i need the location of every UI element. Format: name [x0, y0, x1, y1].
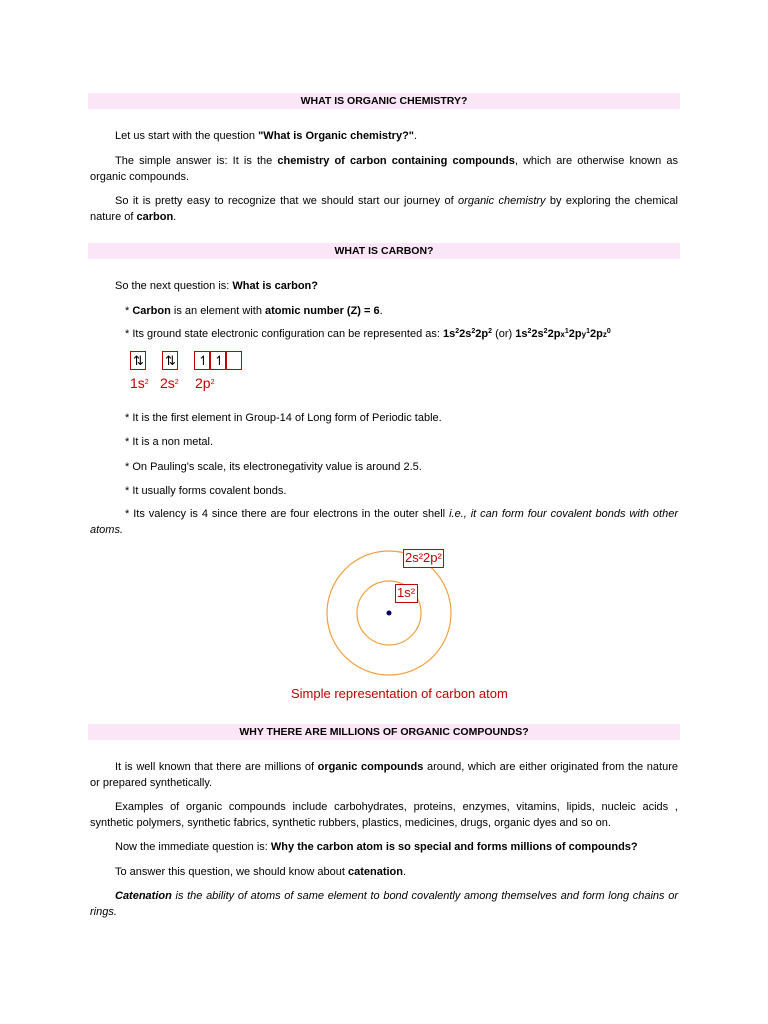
- paragraph: Now the immediate question is: Why the carbon atom is so special and forms millions of compounds?: [115, 841, 638, 853]
- section-heading-organic-chemistry: WHAT IS ORGANIC CHEMISTRY?: [88, 93, 680, 109]
- bullet-item: * It is a non metal.: [125, 436, 214, 448]
- bullet-item: * On Pauling's scale, its electronegativity value is around 2.5.: [125, 461, 422, 473]
- paragraph: To answer this question, we should know about catenation.: [115, 866, 407, 878]
- inner-shell-label: 1s²: [395, 584, 418, 603]
- nucleus: [387, 611, 392, 616]
- paragraph: It is well known that there are millions of organic compounds around, which are either originated from the nature or prepared synthetically.: [90, 761, 678, 789]
- orbital-label-2s: $2s^2$: [160, 375, 179, 391]
- bullet-item: * It is the first element in Group-14 of Long form of Periodic table.: [125, 412, 442, 424]
- bullet-item: * Carbon is an element with atomic number (Z) = 6.: [125, 305, 383, 317]
- paragraph: Let us start with the question "What is Organic chemistry?".: [115, 130, 418, 142]
- paragraph: So it is pretty easy to recognize that we should start our journey of organic chemistry by exploring the chemical nature of carbon.: [90, 195, 678, 223]
- bullet-item-valency: * Its valency is 4 since there are four electrons in the outer shell i.e., it can form four covalent bonds with other atoms.: [90, 508, 678, 536]
- config-formula-2: $1s^22s^22px^12py^12pz^0$: [515, 328, 611, 340]
- paragraph: So the next question is: What is carbon?: [115, 280, 318, 292]
- electron-pair-arrows: ⇅: [165, 353, 176, 368]
- electron-up-arrow: ↿: [214, 353, 225, 368]
- orbital-label-2p: $2p^2$: [195, 375, 215, 391]
- bullet-item: * It usually forms covalent bonds.: [125, 485, 287, 497]
- electron-up-arrow: ↿: [198, 353, 209, 368]
- config-formula-1: $1s^22s^22p^2$: [442, 328, 493, 340]
- paragraph-catenation-definition: Catenation is the ability of atoms of same element to bond covalently among themselves and form long chains or rings.: [90, 890, 678, 918]
- section-heading-millions-of-compounds: WHY THERE ARE MILLIONS OF ORGANIC COMPOUNDS?: [88, 724, 680, 740]
- electron-pair-arrows: ⇅: [133, 353, 144, 368]
- orbital-label-1s: $1s^2$: [130, 375, 149, 391]
- outer-shell-label: 2s²2p²: [403, 549, 444, 568]
- paragraph: The simple answer is: It is the chemistry of carbon containing compounds, which are otherwise known as organic compounds.: [90, 155, 678, 183]
- paragraph: Examples of organic compounds include carbohydrates, proteins, enzymes, vitamins, lipids, nucleic acids , synthetic polymers, synthetic fabrics, synthetic rubbers, plastics, medicines, drugs, organic dyes and so on.: [90, 801, 678, 829]
- section-heading-what-is-carbon: WHAT IS CARBON?: [88, 243, 680, 259]
- bullet-item-configuration: * Its ground state electronic configuration can be represented as: $1s^22s^22p^2$ (or) $1s^22s^22px^12py^12pz^0$: [125, 328, 611, 340]
- atom-diagram-caption: Simple representation of carbon atom: [291, 686, 508, 701]
